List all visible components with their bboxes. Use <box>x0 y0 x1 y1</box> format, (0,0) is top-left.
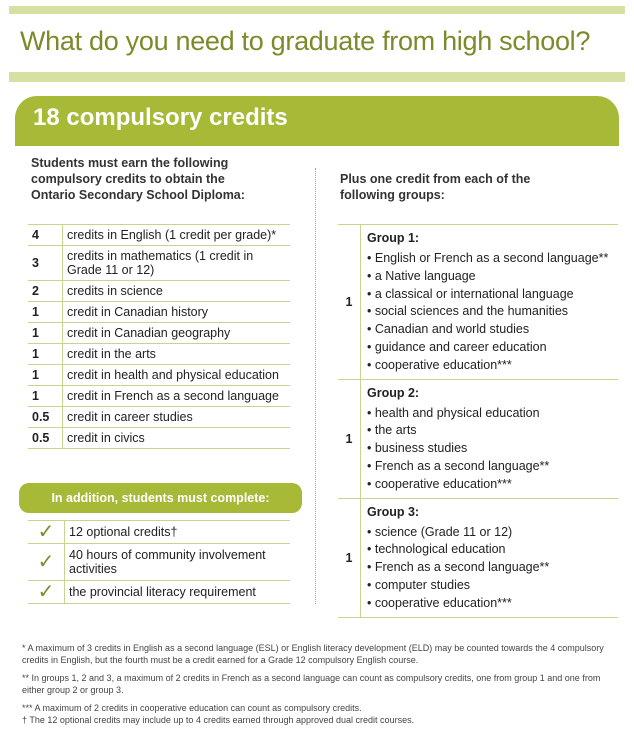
credit-description: credit in civics <box>63 428 291 449</box>
credit-row <box>28 225 290 246</box>
group-item: • business studies <box>367 440 618 458</box>
group-1 <box>338 224 618 379</box>
credit-row <box>28 407 290 428</box>
footnote-dual-credit: † The 12 optional credits may include up to 4 credits earned through approved dual credit courses. <box>22 715 415 725</box>
credit-description: credit in career studies <box>63 407 291 428</box>
credit-row <box>28 344 290 365</box>
group-item: • computer studies <box>367 577 618 595</box>
credit-description: credits in science <box>63 281 291 302</box>
credit-description: credit in the arts <box>63 344 291 365</box>
group-body <box>361 380 618 498</box>
group-item: • a Native language <box>367 268 618 286</box>
group-item: • guidance and career education <box>367 339 618 357</box>
group-item: • cooperative education*** <box>367 595 618 613</box>
credit-description: credit in health and physical education <box>63 365 291 386</box>
group-item: • technological education <box>367 541 618 559</box>
credit-row <box>28 428 290 449</box>
credit-count: 0.5 <box>28 407 63 428</box>
group-item: • science (Grade 11 or 12) <box>367 524 618 542</box>
credit-description: credit in French as a second language <box>63 386 291 407</box>
requirement-text: 40 hours of community involvement activities <box>65 544 291 581</box>
group-item: • social sciences and the humanities <box>367 303 618 321</box>
requirement-text: the provincial literacy requirement <box>65 581 291 604</box>
credit-description: credit in Canadian geography <box>63 323 291 344</box>
group-item: • cooperative education*** <box>367 476 618 494</box>
group-item: • Canadian and world studies <box>367 321 618 339</box>
group-item: • health and physical education <box>367 405 618 423</box>
group-item: • a classical or international language <box>367 286 618 304</box>
credit-count: 3 <box>28 246 63 281</box>
addition-banner <box>19 483 302 513</box>
credit-count: 2 <box>28 281 63 302</box>
right-intro: Plus one credit from each of the following groups: <box>340 172 531 202</box>
group-credit-count: 1 <box>338 380 361 498</box>
addition-table <box>28 520 290 604</box>
group-title: Group 3: <box>367 504 420 519</box>
credit-description: credits in English (1 credit per grade)* <box>63 225 291 246</box>
credit-row <box>28 246 290 281</box>
credit-count: 1 <box>28 302 63 323</box>
credit-count: 1 <box>28 386 63 407</box>
elective-groups <box>338 224 618 618</box>
credit-description: credit in Canadian history <box>63 302 291 323</box>
credit-count: 1 <box>28 365 63 386</box>
group-title: Group 1: <box>367 231 420 245</box>
credit-description: credits in mathematics (1 credit in Grade 11 or 12) <box>63 246 291 281</box>
checkmark-icon: ✓ <box>28 521 65 544</box>
left-intro: Students must earn the following compulsory credits to obtain the Ontario Secondary School Diploma: <box>31 156 245 202</box>
footnote-french: ** In groups 1, 2 and 3, a maximum of 2 credits in French as a second language can count as compulsory credits, one from group 1 and one from either group 2 or group 3. <box>22 673 601 695</box>
credit-count: 1 <box>28 323 63 344</box>
credit-row <box>28 386 290 407</box>
group-3 <box>338 498 618 618</box>
credit-row <box>28 365 290 386</box>
group-item: • cooperative education*** <box>367 357 618 375</box>
group-item: • French as a second language** <box>367 458 618 476</box>
credit-count: 1 <box>28 344 63 365</box>
checkmark-icon: ✓ <box>28 544 65 581</box>
column-divider <box>315 168 316 604</box>
requirement-row <box>28 544 290 581</box>
checkmark-icon: ✓ <box>28 581 65 604</box>
credit-row <box>28 302 290 323</box>
group-credit-count: 1 <box>338 499 361 617</box>
group-item: • the arts <box>367 422 618 440</box>
addition-title: In addition, students must complete: <box>51 491 270 505</box>
footnote-esl: * A maximum of 3 credits in English as a second language (ESL) or English literacy development (ELD) may be counted towards the 4 compulsory credits in English, but the fourth must be a credit earned for a Grade 12 compulsory English course. <box>22 643 604 665</box>
title-divider-bar <box>9 72 625 82</box>
credit-count: 0.5 <box>28 428 63 449</box>
credit-row <box>28 281 290 302</box>
section-header <box>15 96 619 146</box>
credit-count: 4 <box>28 225 63 246</box>
page-title: What do you need to graduate from high school? <box>20 26 591 56</box>
requirement-text: 12 optional credits† <box>65 521 291 544</box>
compulsory-credits-table <box>28 224 290 449</box>
top-divider-bar <box>9 6 625 14</box>
group-item: • French as a second language** <box>367 559 618 577</box>
requirement-row <box>28 521 290 544</box>
group-body <box>361 225 618 379</box>
group-body <box>361 499 618 617</box>
group-title: Group 2: <box>367 385 420 400</box>
group-credit-count: 1 <box>338 225 361 379</box>
group-2 <box>338 379 618 498</box>
group-item: • English or French as a second language** <box>367 250 618 268</box>
credit-row <box>28 323 290 344</box>
footnote-coop: *** A maximum of 2 credits in cooperative education can count as compulsory credits. <box>22 703 362 713</box>
section-header-title: 18 compulsory credits <box>33 104 288 131</box>
requirement-row <box>28 581 290 604</box>
